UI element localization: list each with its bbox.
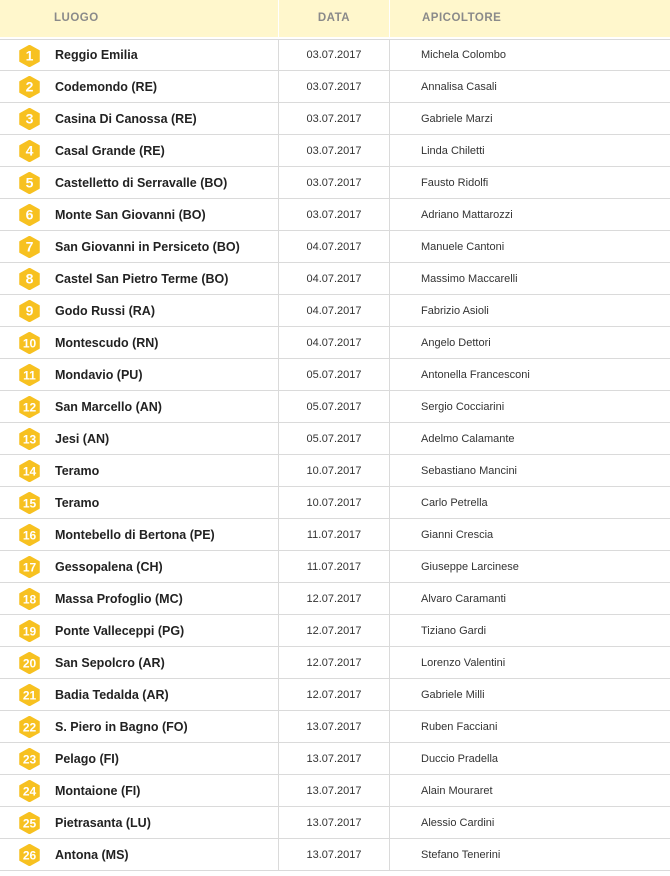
hexagon-number-badge: [19, 236, 40, 258]
header-beekeeper: APICOLTORE: [389, 0, 670, 37]
place-cell: [0, 135, 278, 166]
beekeeper-cell: Angelo Dettori: [389, 327, 670, 358]
place-cell: [0, 71, 278, 102]
place-cell: [0, 551, 278, 582]
place-cell: [0, 647, 278, 678]
place-cell: [0, 263, 278, 294]
table-row: [0, 775, 670, 807]
date-cell: 13.07.2017: [278, 807, 389, 838]
badge-number: 1: [25, 47, 34, 64]
table-row: [0, 551, 670, 583]
beekeeper-cell: Antonella Francesconi: [389, 359, 670, 390]
beekeeper-cell: Carlo Petrella: [389, 487, 670, 518]
date-cell: 05.07.2017: [278, 391, 389, 422]
place-cell: [0, 103, 278, 134]
beekeeper-cell: Duccio Pradella: [389, 743, 670, 774]
beekeeper-cell: Manuele Cantoni: [389, 231, 670, 262]
table-row: [0, 167, 670, 199]
beekeeper-cell: Alvaro Caramanti: [389, 583, 670, 614]
hexagon-number-badge: [19, 76, 40, 98]
beekeeper-cell: Massimo Maccarelli: [389, 263, 670, 294]
hexagon-number-badge: [19, 332, 40, 354]
header-date: DATA: [278, 0, 389, 37]
badge-number: 15: [22, 496, 37, 511]
badge-number: 2: [25, 78, 34, 95]
place-cell: [0, 455, 278, 486]
beekeeper-cell: Fausto Ridolfi: [389, 167, 670, 198]
badge-number: 4: [25, 142, 34, 159]
hexagon-number-badge: [19, 268, 40, 290]
place-name: Mondavio (PU): [55, 367, 143, 382]
badge-number: 3: [25, 110, 34, 127]
beekeeper-cell: Fabrizio Asioli: [389, 295, 670, 326]
place-name: Castelletto di Serravalle (BO): [55, 175, 228, 190]
place-name: S. Piero in Bagno (FO): [55, 719, 188, 734]
date-cell: 03.07.2017: [278, 71, 389, 102]
header-place: LUOGO: [54, 12, 99, 24]
table-row: [0, 615, 670, 647]
beekeeper-cell: Adelmo Calamante: [389, 423, 670, 454]
badge-number: 6: [25, 206, 34, 223]
date-cell: 13.07.2017: [278, 775, 389, 806]
badge-number: 9: [25, 302, 34, 319]
beekeeper-cell: Lorenzo Valentini: [389, 647, 670, 678]
beekeeper-cell: Sebastiano Mancini: [389, 455, 670, 486]
badge-number: 10: [22, 336, 37, 351]
badge-number: 22: [22, 720, 37, 735]
date-cell: 03.07.2017: [278, 199, 389, 230]
place-cell: [0, 807, 278, 838]
place-name: Massa Profoglio (MC): [55, 591, 183, 606]
place-name: Pelago (FI): [55, 751, 119, 766]
beekeeper-cell: Adriano Mattarozzi: [389, 199, 670, 230]
date-cell: 04.07.2017: [278, 295, 389, 326]
place-cell: [0, 423, 278, 454]
table-row: [0, 359, 670, 391]
place-name: Castel San Pietro Terme (BO): [55, 271, 229, 286]
date-cell: 11.07.2017: [278, 551, 389, 582]
hexagon-number-badge: [19, 780, 40, 802]
hexagon-number-badge: [19, 140, 40, 162]
beekeeper-cell: Alessio Cardini: [389, 807, 670, 838]
badge-number: 19: [22, 624, 37, 639]
date-cell: 04.07.2017: [278, 327, 389, 358]
badge-number: 20: [22, 656, 37, 671]
beekeeper-cell: Ruben Facciani: [389, 711, 670, 742]
table-row: [0, 711, 670, 743]
beekeeper-cell: Linda Chiletti: [389, 135, 670, 166]
table-row: [0, 103, 670, 135]
date-cell: 03.07.2017: [278, 40, 389, 70]
table-row: [0, 679, 670, 711]
table-row: [0, 583, 670, 615]
date-cell: 04.07.2017: [278, 263, 389, 294]
hexagon-number-badge: [19, 460, 40, 482]
date-cell: 10.07.2017: [278, 455, 389, 486]
place-cell: [0, 583, 278, 614]
place-name: Montaione (FI): [55, 783, 141, 798]
place-cell: [0, 295, 278, 326]
badge-number: 12: [22, 400, 37, 415]
date-cell: 05.07.2017: [278, 423, 389, 454]
badge-number: 17: [22, 560, 37, 575]
place-name: Gessopalena (CH): [55, 559, 163, 574]
place-cell: [0, 231, 278, 262]
hexagon-number-badge: [19, 45, 40, 67]
place-name: San Marcello (AN): [55, 399, 162, 414]
date-cell: 12.07.2017: [278, 647, 389, 678]
table-row: [0, 71, 670, 103]
hexagon-number-badge: [19, 364, 40, 386]
beekeeper-cell: Gabriele Milli: [389, 679, 670, 710]
date-cell: 03.07.2017: [278, 103, 389, 134]
hexagon-number-badge: [19, 300, 40, 322]
hexagon-number-badge: [19, 716, 40, 738]
beekeeper-cell: Stefano Tenerini: [389, 839, 670, 870]
beekeeper-cell: Giuseppe Larcinese: [389, 551, 670, 582]
badge-number: 23: [22, 752, 37, 767]
badge-number: 7: [25, 238, 34, 255]
date-cell: 13.07.2017: [278, 743, 389, 774]
place-cell: [0, 519, 278, 550]
place-name: Badia Tedalda (AR): [55, 687, 169, 702]
table-row: [0, 839, 670, 871]
badge-number: 25: [22, 816, 37, 831]
table-body: [0, 39, 670, 871]
table-row: [0, 807, 670, 839]
place-name: Codemondo (RE): [55, 79, 158, 94]
place-name: Casina Di Canossa (RE): [55, 111, 197, 126]
beekeeper-cell: Michela Colombo: [389, 40, 670, 70]
badge-number: 18: [22, 592, 37, 607]
badge-number: 14: [22, 464, 37, 479]
badge-number: 11: [23, 368, 36, 383]
hexagon-number-badge: [19, 556, 40, 578]
place-cell: [0, 487, 278, 518]
table-row: [0, 455, 670, 487]
place-cell: [0, 167, 278, 198]
place-cell: [0, 839, 278, 870]
badge-number: 24: [22, 784, 37, 799]
date-cell: 11.07.2017: [278, 519, 389, 550]
beekeeper-cell: Sergio Cocciarini: [389, 391, 670, 422]
hexagon-number-badge: [19, 844, 40, 866]
table-row: [0, 231, 670, 263]
table-row: [0, 263, 670, 295]
badge-number: 5: [25, 174, 34, 191]
badge-number: 8: [25, 270, 34, 287]
table-row: [0, 519, 670, 551]
date-cell: 12.07.2017: [278, 583, 389, 614]
hexagon-number-badge: [19, 748, 40, 770]
place-cell: [0, 679, 278, 710]
hexagon-number-badge: [19, 172, 40, 194]
place-name: Pietrasanta (LU): [55, 815, 151, 830]
place-name: Montebello di Bertona (PE): [55, 527, 215, 542]
hexagon-number-badge: [19, 620, 40, 642]
place-name: Teramo: [55, 495, 100, 510]
hexagon-number-badge: [19, 428, 40, 450]
badge-number: 16: [22, 528, 37, 543]
date-cell: 05.07.2017: [278, 359, 389, 390]
beekeeper-cell: Tiziano Gardi: [389, 615, 670, 646]
table-row: [0, 487, 670, 519]
table-row: [0, 647, 670, 679]
table-row: [0, 423, 670, 455]
table-row: [0, 39, 670, 71]
hexagon-number-badge: [19, 108, 40, 130]
hexagon-number-badge: [19, 588, 40, 610]
beekeeper-cell: Alain Mouraret: [389, 775, 670, 806]
place-name: Casal Grande (RE): [55, 143, 165, 158]
hexagon-number-badge: [19, 204, 40, 226]
table-header: [0, 0, 670, 37]
date-cell: 12.07.2017: [278, 615, 389, 646]
date-cell: 03.07.2017: [278, 167, 389, 198]
place-name: Montescudo (RN): [55, 335, 159, 350]
place-cell: [0, 40, 278, 70]
place-cell: [0, 775, 278, 806]
table-row: [0, 391, 670, 423]
table-row: [0, 199, 670, 231]
beekeeper-cell: Gianni Crescia: [389, 519, 670, 550]
table-row: [0, 327, 670, 359]
place-cell: [0, 327, 278, 358]
place-name: Ponte Valleceppi (PG): [55, 623, 185, 638]
place-cell: [0, 359, 278, 390]
table-row: [0, 135, 670, 167]
place-name: Monte San Giovanni (BO): [55, 207, 206, 222]
date-cell: 10.07.2017: [278, 487, 389, 518]
date-cell: 04.07.2017: [278, 231, 389, 262]
badge-number: 26: [22, 848, 37, 863]
date-cell: 13.07.2017: [278, 839, 389, 870]
place-cell: [0, 615, 278, 646]
badge-number: 13: [22, 432, 37, 447]
table-row: [0, 295, 670, 327]
place-cell: [0, 743, 278, 774]
place-cell: [0, 391, 278, 422]
place-name: Godo Russi (RA): [55, 303, 155, 318]
hexagon-number-badge: [19, 492, 40, 514]
place-cell: [0, 711, 278, 742]
place-name: Teramo: [55, 463, 100, 478]
place-name: Antona (MS): [55, 847, 129, 862]
place-name: San Sepolcro (AR): [55, 655, 165, 670]
beekeeper-cell: Annalisa Casali: [389, 71, 670, 102]
place-name: Reggio Emilia: [55, 48, 138, 62]
hexagon-number-badge: [19, 396, 40, 418]
date-cell: 13.07.2017: [278, 711, 389, 742]
place-cell: [0, 199, 278, 230]
date-cell: 03.07.2017: [278, 135, 389, 166]
hexagon-number-badge: [19, 652, 40, 674]
date-cell: 12.07.2017: [278, 679, 389, 710]
table-row: [0, 743, 670, 775]
badge-number: 21: [22, 688, 37, 703]
place-name: Jesi (AN): [55, 431, 110, 446]
hexagon-number-badge: [19, 812, 40, 834]
place-name: San Giovanni in Persiceto (BO): [55, 239, 240, 254]
hexagon-number-badge: [19, 684, 40, 706]
hexagon-number-badge: [19, 524, 40, 546]
beekeeper-cell: Gabriele Marzi: [389, 103, 670, 134]
